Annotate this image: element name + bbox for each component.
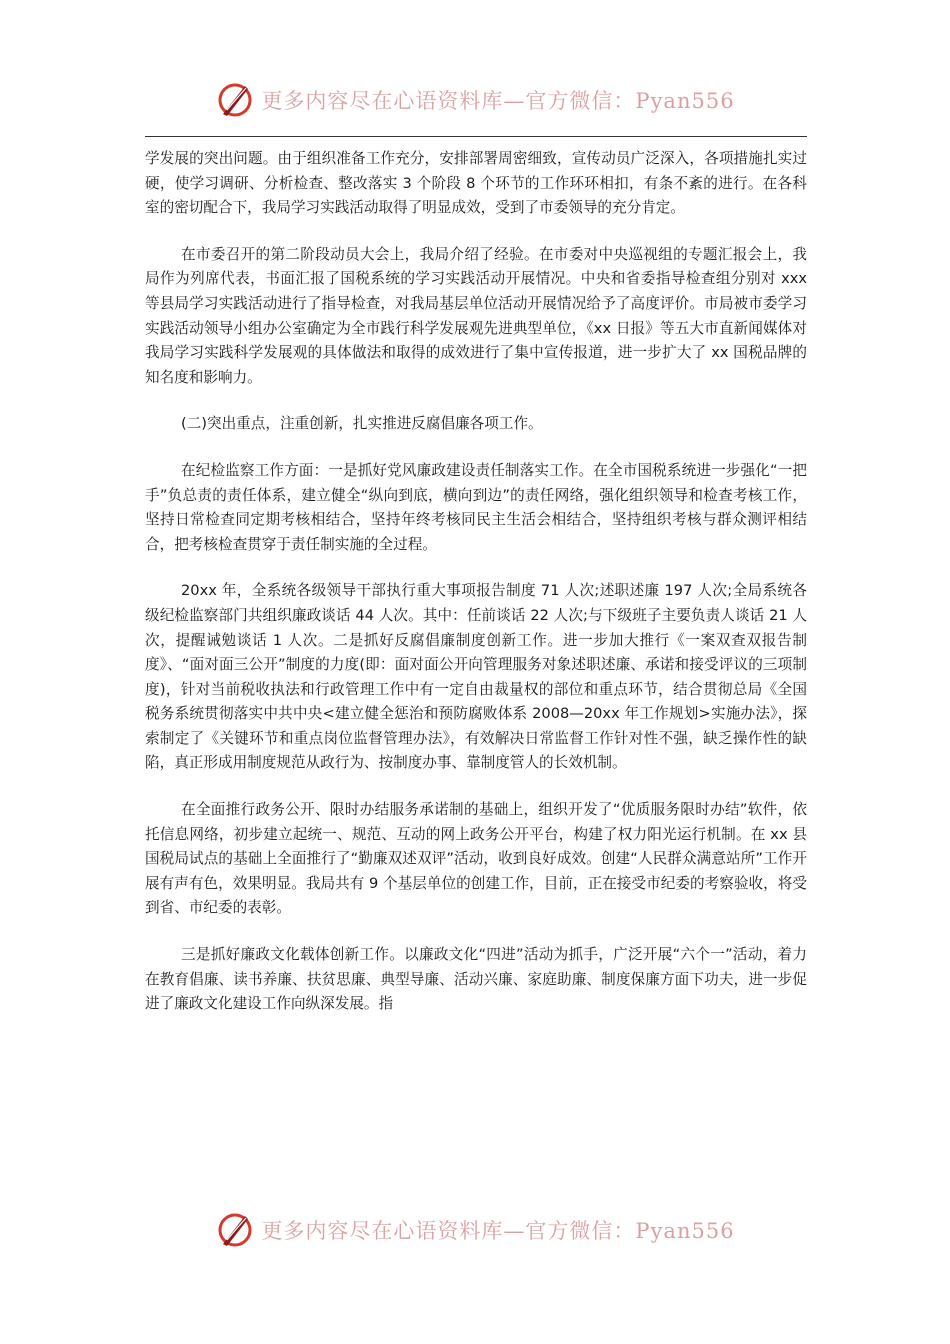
paragraph-3: 在纪检监察工作方面：一是抓好党风廉政建设责任制落实工作。在全市国税系统进一步强化“一把手”负总责的责任体系，建立健全“纵向到底，横向到边”的责任网络，强化组织领导和检查考核工作，坚持日常检查同定期考核相结合，坚持年终考核同民主生活会相结合，坚持组织考核与群众测评相结合，把考核检查贯穿于责任制实施的全过程。 <box>145 461 807 553</box>
section-heading: (二)突出重点，注重创新，扎实推进反腐倡廉各项工作。 <box>181 415 543 433</box>
paragraph-6: 三是抓好廉政文化载体创新工作。以廉政文化“四进”活动为抓手，广泛开展“六个一”活动，着力在教育倡廉、读书养廉、扶贫思廉、典型导廉、活动兴廉、家庭助廉、制度保廉方面下功夫，进一步促进了廉政文化建设工作向纵深发展。指 <box>145 946 807 1013</box>
document-body <box>145 147 807 1039</box>
footer-banner-text: 更多内容尽在心语资料库—官方微信：Pyan556 <box>261 1219 735 1243</box>
paragraph-4: 20xx 年，全系统各级领导干部执行重大事项报告制度 71 人次;述职述廉 197 人次;全局系统各级纪检监察部门共组织廉政谈话 44 人次。其中：任前谈话 22 人次;与下级班子主要负责人谈话 21 人次，提醒诫勉谈话 1 人次。二是抓好反腐倡廉制度创新工作。进一步加大推行《一案双查双报告制度》、“面对面三公开”制度的力度(即：面对面公开向管理服务对象述职述廉、承诺和接受评议的三项制度)，针对当前税收执法和行政管理工作中有一定自由裁量权的部位和重点环节，结合贯彻总局《全国税务系统贯彻落实中共中央<建立健全惩治和预防腐败体系 2008—20xx 年工作规划>实施办法》，探索制定了《关键环节和重点岗位监督管理办法》，有效解决日常监督工作针对性不强，缺乏操作性的缺陷，真正形成用制度规范从政行为、按制度办事、靠制度管人的长效机制。 <box>145 582 807 772</box>
quill-pen-logo-icon <box>215 80 255 120</box>
footer-banner <box>0 1208 950 1252</box>
header-rule <box>145 136 807 137</box>
paragraph-1: 学发展的突出问题。由于组织准备工作充分，安排部署周密细致，宣传动员广泛深入，各项措施扎实过硬，使学习调研、分析检查、整改落实 3 个阶段 8 个环节的工作环环相扣，有条不紊的进行。在各科室的密切配合下，我局学习实践活动取得了明显成效，受到了市委领导的充分肯定。 <box>145 150 807 217</box>
header-banner-text: 更多内容尽在心语资料库—官方微信：Pyan556 <box>261 89 735 113</box>
paragraph-5: 在全面推行政务公开、限时办结服务承诺制的基础上，组织开发了“优质服务限时办结”软件，依托信息网络，初步建立起统一、规范、互动的网上政务公开平台，构建了权力阳光运行机制。在 xx 县国税局试点的基础上全面推行了“勤廉双述双评”活动，收到良好成效。创建“人民群众满意站所”工作开展有声有色，效果明显。我局共有 9 个基层单位的创建工作，目前，正在接受市纪委的考察验收，将受到省、市纪委的表彰。 <box>145 801 807 917</box>
quill-pen-logo-icon <box>215 1210 255 1250</box>
header-banner <box>0 78 950 122</box>
paragraph-2: 在市委召开的第二阶段动员大会上，我局介绍了经验。在市委对中央巡视组的专题汇报会上，我局作为列席代表，书面汇报了国税系统的学习实践活动开展情况。中央和省委指导检查组分别对 xxx 等县局学习实践活动进行了指导检查，对我局基层单位活动开展情况给予了高度评价。市局被市委学习实践活动领导小组办公室确定为全市践行科学发展观先进典型单位，《xx 日报》等五大市直新闻媒体对我局学习实践科学发展观的具体做法和取得的成效进行了集中宣传报道，进一步扩大了 xx 国税品牌的知名度和影响力。 <box>145 245 807 386</box>
